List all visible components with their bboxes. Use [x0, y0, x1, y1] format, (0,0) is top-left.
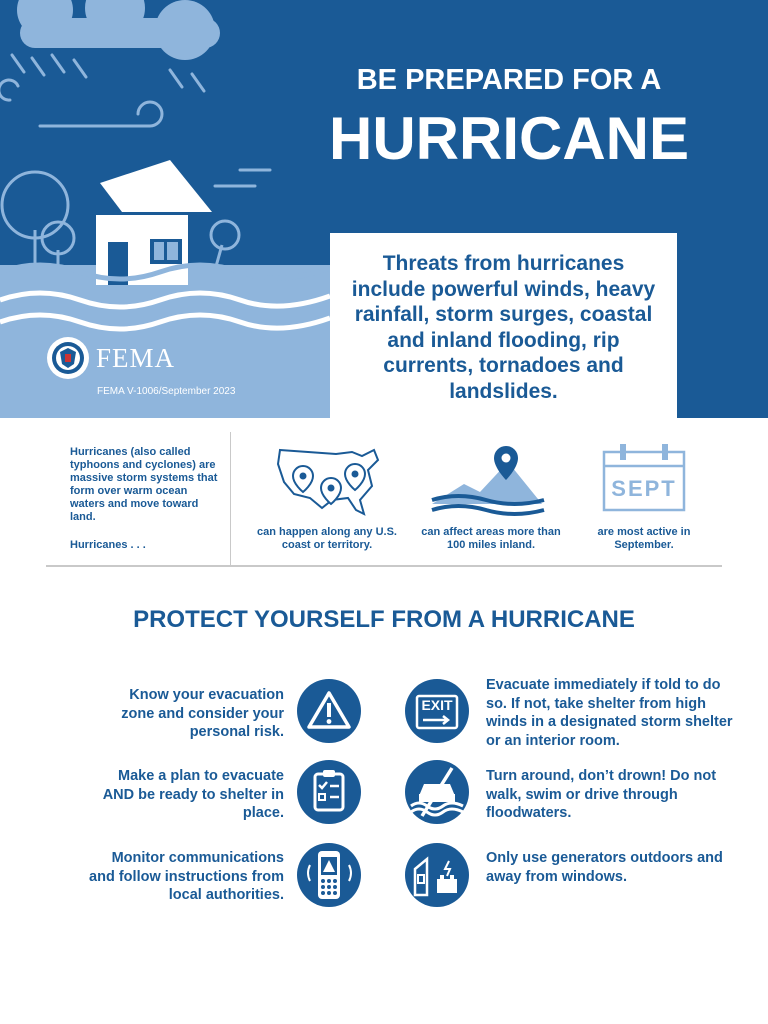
cloud-icon — [17, 0, 220, 60]
clipboard-checklist-icon — [297, 760, 361, 824]
fact-caption-coast: can happen along any U.S. coast or territory. — [257, 526, 397, 551]
generator-icon — [405, 843, 469, 907]
facts-intro-lead: Hurricanes . . . — [70, 539, 146, 551]
page-title: HURRICANE — [329, 105, 689, 172]
section-divider — [46, 565, 722, 567]
publication-code: FEMA V-1006/September 2023 — [97, 386, 236, 397]
title-line-1: BE PREPARED FOR A — [356, 64, 662, 96]
header-banner — [0, 0, 768, 418]
fact-caption-september: are most active in September. — [597, 526, 691, 551]
fema-logo — [46, 336, 175, 380]
exit-sign-label: EXIT — [421, 697, 453, 713]
facts-intro: Hurricanes (also called typhoons and cyclones) are massive storm systems that form over warm ocean waters and move toward land. — [70, 446, 218, 523]
tip-make-plan: Make a plan to evacuate AND be ready to shelter in place. — [102, 768, 284, 821]
calendar-icon — [602, 442, 686, 512]
facts-divider — [230, 432, 231, 566]
fema-wordmark: FEMA — [96, 342, 176, 373]
rain-icon — [12, 55, 204, 91]
no-driving-flood-icon — [405, 760, 469, 824]
tip-evacuate-immediately: Evacuate immediately if told to do so. If not, take shelter from high winds in a designated storm shelter or an interior room. — [486, 677, 733, 749]
protect-title: PROTECT YOURSELF FROM A HURRICANE — [133, 606, 635, 633]
wind-icon — [0, 80, 270, 186]
tip-monitor-communications: Monitor communications and follow instructions from local authorities. — [89, 850, 284, 903]
phone-alert-icon — [297, 843, 361, 907]
threats-callout — [330, 233, 677, 418]
tip-turn-around: Turn around, don’t drown! Do not walk, swim or drive through floodwaters. — [486, 768, 717, 821]
exit-sign-icon — [405, 679, 469, 743]
us-map-pins-icon — [276, 444, 382, 518]
threats-text: Threats from hurricanes include powerful winds, heavy rainfall, storm surges, coastal and inland flooding, rip currents, tornadoes and landslides. — [351, 252, 656, 403]
warning-icon — [297, 679, 361, 743]
dhs-seal-icon — [46, 336, 90, 380]
fact-caption-inland: can affect areas more than 100 miles inland. — [421, 526, 561, 551]
inland-mountains-pin-icon — [430, 442, 546, 518]
hurricane-facts — [0, 432, 768, 566]
calendar-label: SEPT — [611, 476, 677, 501]
tip-evacuation-zone: Know your evacuation zone and consider your personal risk. — [121, 687, 284, 740]
tip-generators: Only use generators outdoors and away from windows. — [486, 850, 723, 885]
